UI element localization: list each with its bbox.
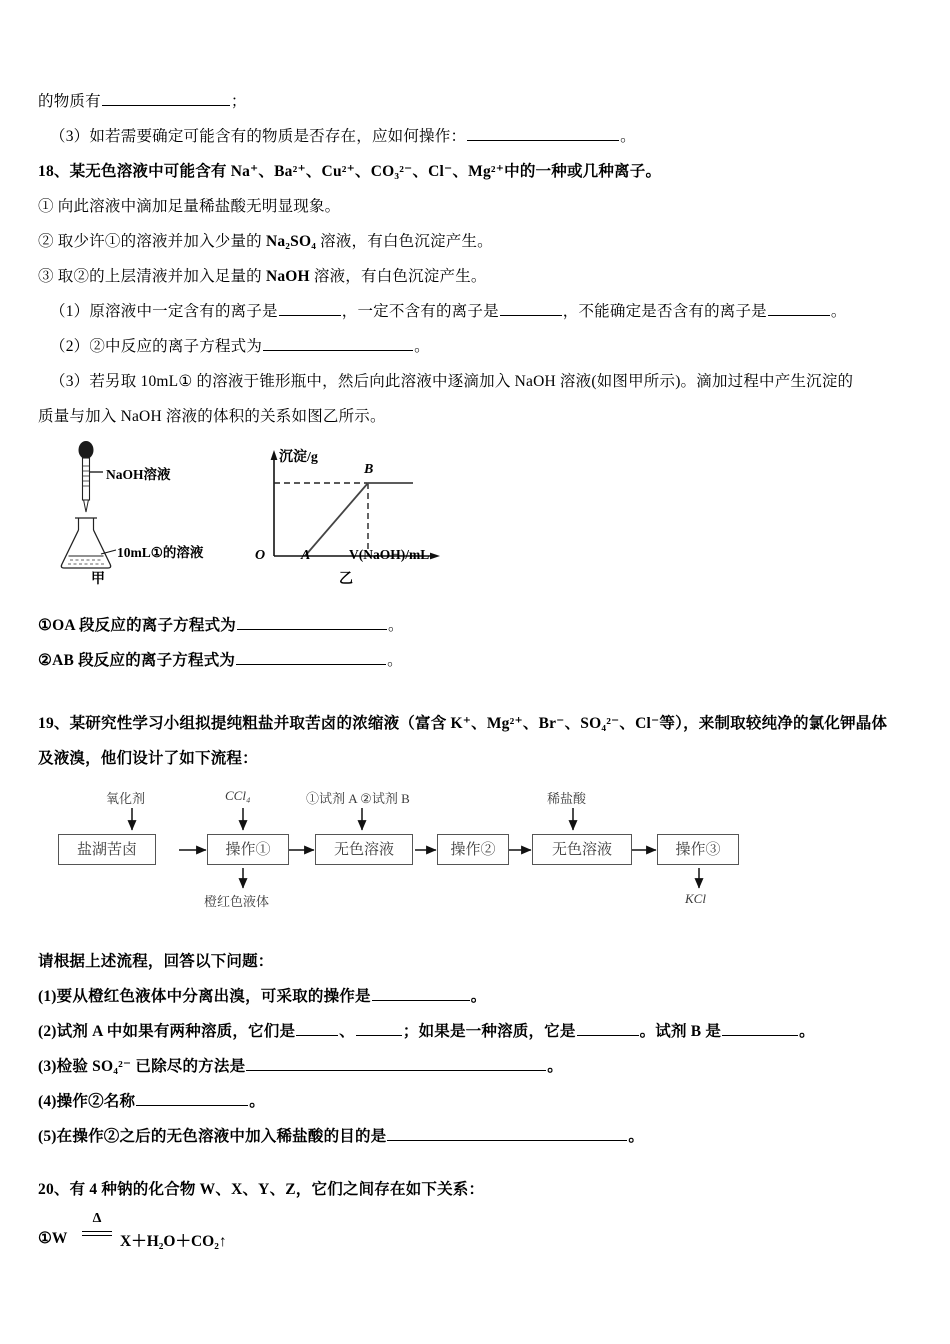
question-19-sub-1	[38, 979, 916, 1014]
dropper-tube-icon	[83, 458, 90, 500]
x-axis-label: V(NaOH)/mL	[349, 547, 430, 562]
item-1-a: ①OA 段反应的离子方程式为	[38, 617, 236, 634]
question-18-stem-b: 中的一种或几种离子。	[504, 163, 662, 180]
ion-cl: Cl⁻	[428, 163, 453, 180]
reagent-na2so4: Na₂SO₄	[265, 233, 317, 250]
question-20-stem	[38, 1172, 916, 1207]
question-19-stem-line-1: 19、某研究性学习小组拟提纯粗盐并取苦卤的浓缩液（富含 K⁺、Mg²⁺、Br⁻、SO₄²⁻、Cl⁻等），来制取较纯净的氯化钾晶体	[38, 715, 888, 732]
y-axis-arrow-icon	[271, 450, 278, 460]
question-18-sub-1	[38, 294, 916, 329]
point-a-label: A	[301, 548, 311, 563]
reaction-condition-delta: Δ	[92, 1211, 102, 1226]
q20-stem-text: 有 4 种钠的化合物 W、X、Y、Z，它们之间存在如下关系：	[69, 1181, 485, 1198]
ion-cl: Cl⁻	[635, 715, 660, 732]
purification-flowchart	[44, 788, 916, 928]
question-18-sub-3-item-1	[38, 608, 916, 643]
origin-label: O	[255, 548, 266, 563]
answer-blank[interactable]	[768, 300, 830, 316]
q19-sub2-c: ；如果是一种溶质，它是	[402, 1023, 576, 1040]
answer-blank[interactable]	[722, 1020, 798, 1036]
continued-fragment-suffix: ；	[230, 93, 247, 110]
q19-sub3-b: 。	[547, 1058, 563, 1075]
page-content	[38, 84, 916, 1259]
ion-mg: Mg²⁺	[486, 715, 523, 732]
answer-blank[interactable]	[279, 300, 341, 316]
flow-box-brine[interactable]: 盐湖苦卤	[58, 834, 156, 865]
q19-sub2-e: 。	[799, 1023, 815, 1040]
flow-box-operation-1[interactable]: 操作①	[207, 834, 289, 865]
question-19-sub-4	[38, 1084, 916, 1119]
answer-blank[interactable]	[246, 1055, 546, 1071]
answer-blank[interactable]	[372, 985, 470, 1001]
reaction-reactant: ①W	[38, 1230, 68, 1247]
question-19-sub-3	[38, 1049, 916, 1084]
flow-box-colorless-solution-1[interactable]: 无色溶液	[315, 834, 413, 865]
item-2-a: ②AB 段反应的离子方程式为	[38, 652, 236, 669]
question-18-sub-3-item-2	[38, 643, 916, 678]
q19-sub2-a: (2)试剂 A 中如果有两种溶质，它们是	[38, 1023, 296, 1040]
q19-sub2-b: 、	[339, 1023, 355, 1040]
flow-output-orange-red-liquid: 橙红色液体	[204, 894, 270, 909]
question-18-stem-a: 某无色溶液中可能含有	[69, 163, 231, 180]
answer-blank[interactable]	[356, 1020, 402, 1036]
observation-3-a: ③ 取②的上层清液并加入足量的	[38, 268, 266, 285]
question-19-sub-2	[38, 1014, 916, 1049]
q19-stem-b: 等），来制取较纯净的氯化钾晶体	[659, 715, 888, 732]
flow-box-operation-2[interactable]: 操作②	[437, 834, 509, 865]
q19-sub1-b: 。	[470, 988, 487, 1005]
question-18-observation-3	[38, 259, 916, 294]
question-19-number: 19、	[38, 715, 70, 732]
question-18-observation-2	[38, 224, 916, 259]
continued-fragment-line	[38, 84, 916, 119]
dropper-bulb-icon	[79, 441, 94, 459]
reaction-products: X＋H₂O＋CO₂↑	[120, 1233, 227, 1250]
ion-k: K⁺	[450, 715, 472, 732]
figure-yi-caption: 乙	[339, 572, 353, 587]
y-axis-label: 沉淀/g	[279, 450, 318, 465]
sub-1-d: 。	[830, 303, 847, 320]
flow-input-reagents: ①试剂 A ②试剂 B	[306, 791, 410, 806]
flow-input-dilute-hcl: 稀盐酸	[547, 791, 587, 806]
q19-sub5-b: 。	[628, 1128, 645, 1145]
question-18-sub-3-line-1: （3）若另取 10mL① 的溶液于锥形瓶中，然后向此溶液中逐滴加入 NaOH 溶液(如图甲所示)。滴加过程中产生沉淀的	[50, 373, 854, 390]
question-18-observation-1: ① 向此溶液中滴加足量稀盐酸无明显现象。	[38, 198, 341, 215]
ion-cu: Cu²⁺	[321, 163, 355, 180]
figure-jia-caption: 甲	[91, 572, 105, 587]
question-18-sub-2	[38, 329, 916, 364]
reaction-arrow-line-top	[82, 1231, 112, 1232]
prev-question-sub3-line	[38, 119, 916, 154]
answer-blank[interactable]	[500, 300, 562, 316]
segment-ab	[305, 483, 368, 556]
q19-sub2-d: 。试剂 B 是	[639, 1023, 722, 1040]
q19-sub1-a: (1)要从橙红色液体中分离出溴，可采取的操作是	[38, 988, 371, 1005]
sub-1-b: ，一定不含有的离子是	[341, 303, 499, 320]
observation-2-a: ② 取少许①的溶液并加入少量的	[38, 233, 266, 250]
answer-blank[interactable]	[136, 1090, 248, 1106]
answer-blank[interactable]	[577, 1020, 639, 1036]
answer-blank[interactable]	[237, 614, 387, 630]
question-18-sub-3-line-2: 质量与加入 NaOH 溶液的体积的关系如图乙所示。	[38, 408, 386, 425]
sub-1-c: ，不能确定是否含有的离子是	[562, 303, 767, 320]
flow-input-ccl4: CCl₄	[225, 788, 251, 803]
flow-output-kcl: KCl	[685, 891, 706, 906]
ion-mg: Mg²⁺	[468, 163, 505, 180]
answer-blank[interactable]	[387, 1125, 627, 1141]
question-18-number: 18、	[38, 163, 70, 180]
observation-3-b: 溶液，有白色沉淀产生。	[309, 268, 487, 285]
answer-blank[interactable]	[296, 1020, 338, 1036]
reaction-arrow-line-bottom	[82, 1235, 112, 1236]
ion-co3: CO₃²⁻	[370, 163, 413, 180]
q19-sub4-a: (4)操作②名称	[38, 1093, 136, 1110]
item-2-b: 。	[387, 652, 403, 669]
question-19-sub-5	[38, 1119, 916, 1154]
answer-blank[interactable]	[236, 649, 386, 665]
reagent-naoh: NaOH	[265, 268, 310, 285]
ion-na: Na⁺	[230, 163, 259, 180]
ion-ba: Ba²⁺	[274, 163, 306, 180]
sub-1-a: （1）原溶液中一定含有的离子是	[50, 303, 278, 320]
flow-input-oxidant: 氧化剂	[106, 791, 146, 806]
question-20-number: 20、	[38, 1181, 70, 1198]
ion-so4: SO₄²⁻	[580, 715, 620, 732]
figures-container	[38, 440, 916, 600]
q19-sub4-b: 。	[249, 1093, 265, 1110]
flask-label: 10mL①的溶液	[117, 545, 204, 560]
question-20-reaction	[38, 1207, 916, 1259]
answer-blank[interactable]	[467, 125, 619, 141]
dropper-label: NaOH溶液	[106, 467, 171, 482]
ion-br: Br⁻	[538, 715, 565, 732]
x-axis-arrow-icon	[430, 553, 440, 560]
item-1-b: 。	[387, 617, 404, 634]
prev-question-sub3-text: （3）如若需要确定可能含有的物质是否存在，应如何操作：	[50, 128, 467, 145]
q19-stem-a: 某研究性学习小组拟提纯粗盐并取苦卤的浓缩液（富含	[69, 715, 451, 732]
flow-box-colorless-solution-2[interactable]: 无色溶液	[532, 834, 632, 865]
sub-2-b: 。	[414, 338, 430, 355]
question-18-stem: 18、某无色溶液中可能含有 Na⁺、Ba²⁺、Cu²⁺、CO₃²⁻、Cl⁻、Mg²⁺中的一种或几种离子。	[38, 163, 662, 180]
question-19-stem-line-2: 及液溴，他们设计了如下流程：	[38, 750, 258, 767]
observation-2-b: 溶液，有白色沉淀产生。	[316, 233, 493, 250]
point-b-label: B	[364, 462, 374, 477]
q19-sub3-a: (3)检验 SO₄²⁻ 已除尽的方法是	[38, 1058, 246, 1075]
figure-yi-chart	[250, 440, 510, 600]
q19-sub5-a: (5)在操作②之后的无色溶液中加入稀盐酸的目的是	[38, 1128, 387, 1145]
figure-jia-apparatus	[56, 440, 256, 600]
flow-box-operation-3[interactable]: 操作③	[657, 834, 739, 865]
answer-blank[interactable]	[102, 90, 230, 106]
prev-question-sub3-suffix: 。	[620, 128, 636, 145]
sub-2-a: （2）②中反应的离子方程式为	[50, 338, 263, 355]
question-19-intro: 请根据上述流程，回答以下问题：	[38, 953, 274, 970]
answer-blank[interactable]	[263, 335, 413, 351]
continued-fragment-prefix: 的物质有	[38, 93, 101, 110]
